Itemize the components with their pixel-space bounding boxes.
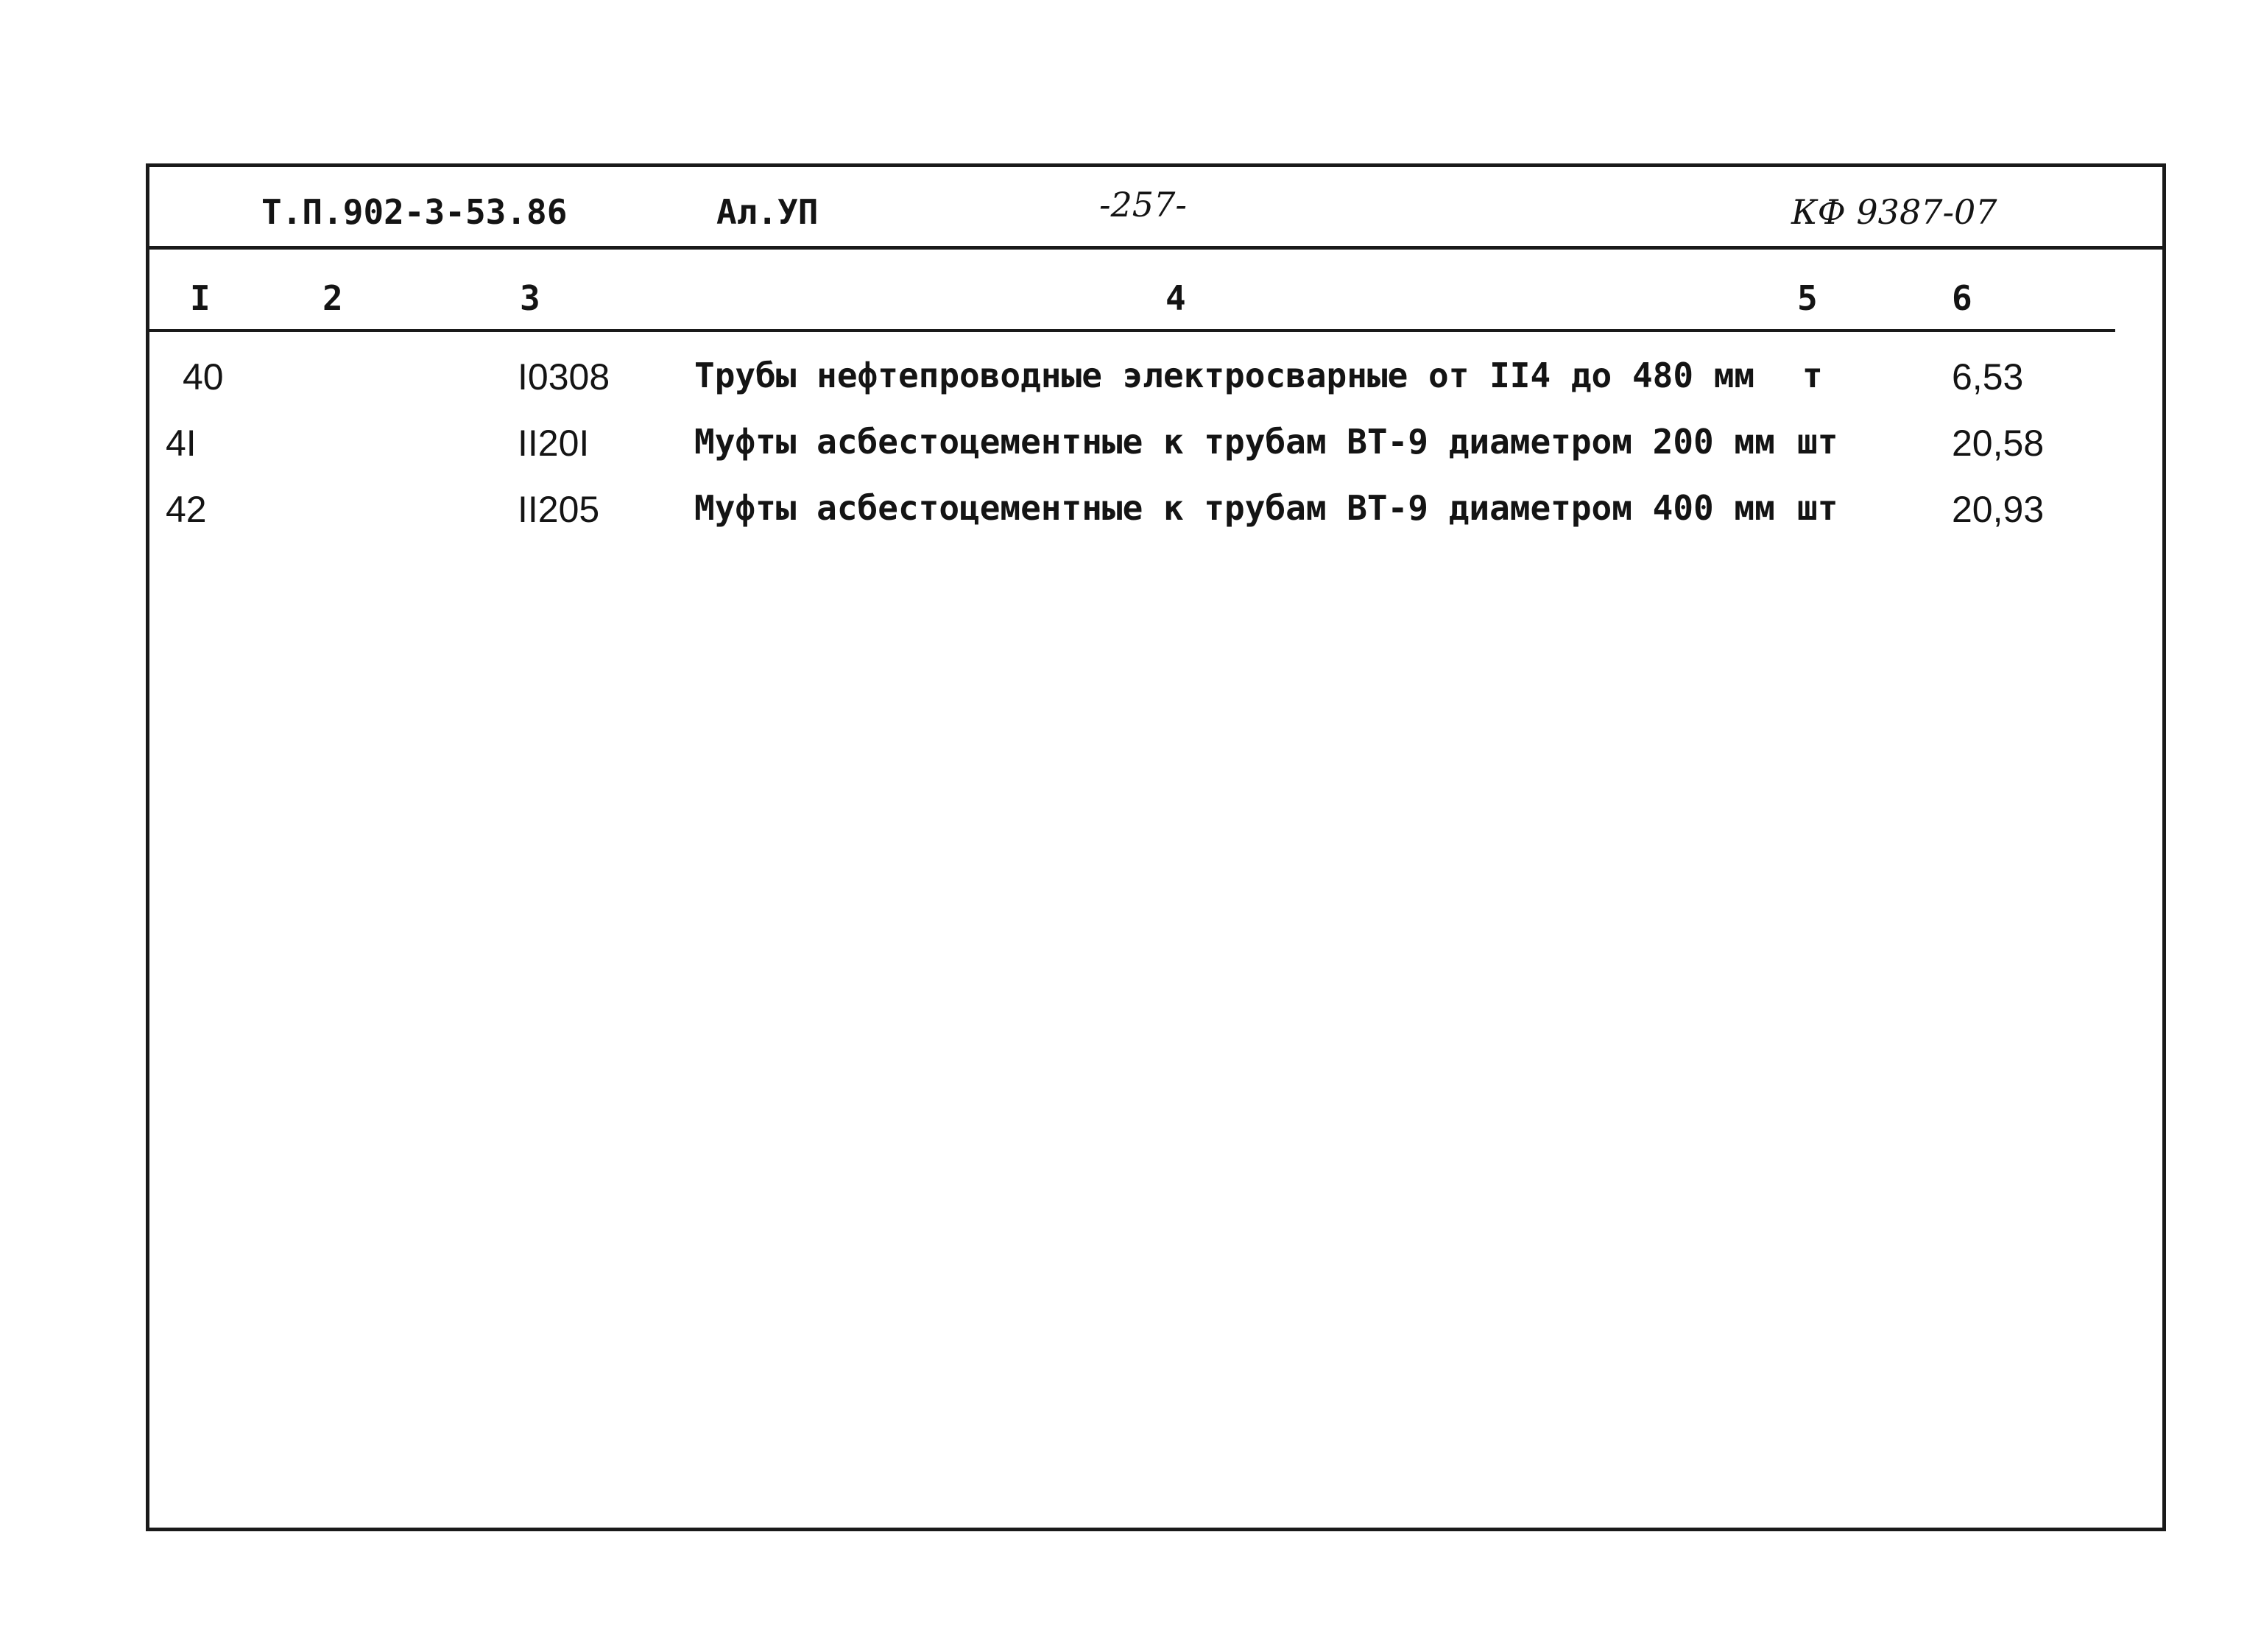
column-number-6: 6 (1952, 278, 1972, 318)
row-code: II20I (518, 423, 590, 464)
row-position: 40 (183, 356, 224, 398)
column-number-3: 3 (520, 278, 540, 318)
row-unit: шт (1797, 488, 1838, 528)
row-unit: шт (1797, 422, 1838, 462)
row-description: Трубы нефтепроводные электросварные от II4 до 480 мм (694, 356, 1755, 395)
table-row (149, 488, 2162, 557)
column-number-4: 4 (1165, 278, 1186, 318)
row-position: 4I (166, 423, 197, 464)
row-value: 20,93 (1952, 489, 2045, 530)
column-number-1: I (190, 278, 211, 318)
row-value: 20,58 (1952, 423, 2045, 464)
column-number-2: 2 (322, 278, 343, 318)
document-sheet (146, 163, 2166, 1531)
title-block (149, 167, 2162, 250)
table-row (149, 422, 2162, 491)
row-description: Муфты асбестоцементные к трубам ВТ-9 диаметром 400 мм (694, 488, 1775, 528)
column-numbers (149, 278, 2162, 325)
row-position: 42 (166, 489, 207, 530)
column-number-5: 5 (1797, 278, 1818, 318)
row-code: II205 (518, 489, 600, 530)
album-label: Ал.УП (716, 192, 819, 232)
row-value: 6,53 (1952, 356, 2024, 398)
page-number: -257- (1099, 185, 1187, 225)
column-header-rule (149, 329, 2115, 332)
table-row (149, 356, 2162, 425)
row-description: Муфты асбестоцементные к трубам ВТ-9 диаметром 200 мм (694, 422, 1775, 462)
row-code: I0308 (518, 356, 610, 398)
row-unit: т (1802, 356, 1823, 395)
sheet-id: КФ 9387-07 (1791, 192, 1997, 232)
project-code: Т.П.902-3-53.86 (261, 192, 568, 232)
